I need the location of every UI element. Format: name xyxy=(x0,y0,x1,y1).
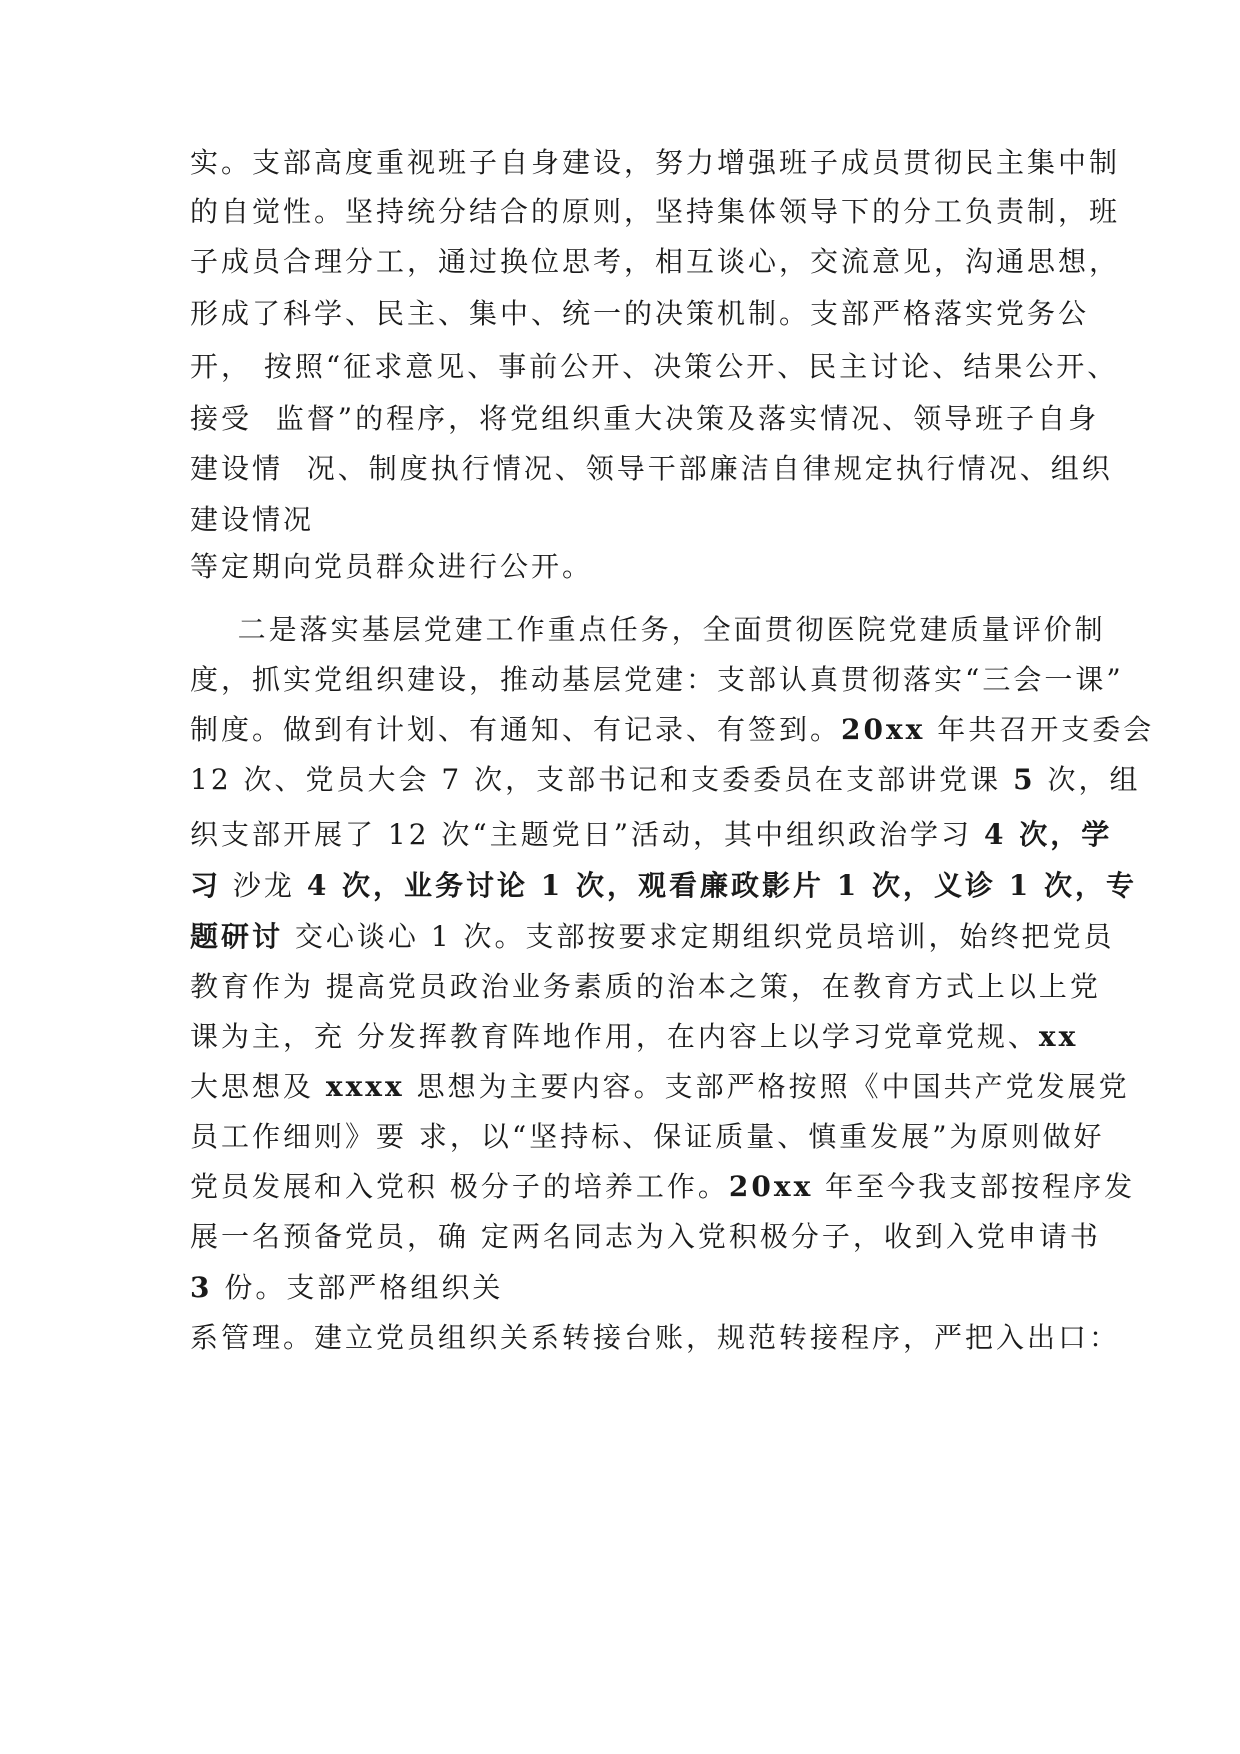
text-segment: 交心谈心 1 次。支部按要求定期组织党员培训，始终把党员 xyxy=(283,920,1115,953)
text-segment: 开， 按照“征求意见、事前公开、决策公开、民主讨论、结果公开、 xyxy=(190,350,1119,383)
text-segment: 5 xyxy=(1013,763,1036,796)
text-segment: 思想为主要内容。支部严格按照《中国共产党发展党 xyxy=(404,1070,1130,1103)
text-segment: 大思想及 xyxy=(190,1070,326,1103)
text-line xyxy=(190,1169,1135,1205)
text-segment: 20xx xyxy=(841,713,926,746)
text-segment: 系管理。建立党员组织关系转接台账，规范转接程序，严把入出口： xyxy=(190,1321,1121,1354)
text-line xyxy=(190,1270,503,1306)
text-segment: 建设情况 xyxy=(190,503,315,536)
text-segment: 展一名预备党员，确 定两名同志为入党积极分子，收到入党申请书 xyxy=(190,1220,1101,1253)
text-segment: 年至今我支部按程序发 xyxy=(813,1170,1136,1203)
text-line xyxy=(190,868,1137,904)
text-line xyxy=(190,244,1120,280)
text-segment: 度，抓实党组织建设，推动基层党建：支部认真贯彻落实“三会一课” xyxy=(190,663,1124,696)
text-line xyxy=(190,817,1112,853)
text-segment: 沙龙 xyxy=(221,869,307,902)
text-line xyxy=(190,1019,1078,1055)
text-segment: 形成了科学、民主、集中、统一的决策机制。支部严格落实党务公 xyxy=(190,297,1090,330)
text-line xyxy=(190,712,1154,748)
text-line xyxy=(190,145,1120,181)
text-segment: xx xyxy=(1038,1020,1079,1053)
text-line xyxy=(190,502,314,538)
text-segment: 子成员合理分工，通过换位思考，相互谈心，交流意见，沟通思想， xyxy=(190,245,1121,278)
text-segment: 习 xyxy=(190,869,222,902)
text-line xyxy=(190,194,1120,230)
text-line xyxy=(190,296,1089,332)
text-segment: 份。支部严格组织关 xyxy=(212,1271,504,1304)
text-segment: 接受 监督”的程序，将党组织重大决策及落实情况、领导班子自身 xyxy=(190,402,1100,435)
text-line xyxy=(190,1219,1101,1255)
text-line xyxy=(190,662,1124,698)
text-line xyxy=(190,1069,1130,1105)
text-segment: 20xx xyxy=(728,1170,814,1203)
text-segment: 实。支部高度重视班子自身建设，努力增强班子成员贯彻民主集中制 xyxy=(190,146,1121,179)
text-segment: 题研讨 xyxy=(190,920,284,953)
text-segment: xxxx xyxy=(325,1070,405,1103)
text-line xyxy=(190,451,1113,487)
text-segment: 次，组 xyxy=(1035,763,1141,796)
text-segment: 员工作细则》要 求，以“坚持标、保证质量、慎重发展”为原则做好 xyxy=(190,1120,1105,1153)
text-segment: 制度。做到有计划、有通知、有记录、有签到。 xyxy=(190,713,842,746)
text-segment: 二是落实基层党建工作重点任务，全面贯彻医院党建质量评价制 xyxy=(190,613,1106,646)
text-segment: 建设情 况、制度执行情况、领导干部廉洁自律规定执行情况、组织 xyxy=(190,452,1113,485)
text-segment: 的自觉性。坚持统分结合的原则，坚持集体领导下的分工负责制，班 xyxy=(190,195,1121,228)
text-line xyxy=(190,349,1118,385)
text-line xyxy=(190,969,1101,1005)
text-segment: 等定期向党员群众进行公开。 xyxy=(190,550,594,583)
text-line xyxy=(190,762,1140,798)
text-segment: 3 xyxy=(190,1271,213,1304)
text-line xyxy=(190,549,593,585)
text-segment: 党员发展和入党积 极分子的培养工作。 xyxy=(190,1170,729,1203)
text-line xyxy=(190,401,1099,437)
text-segment: 12 次、党员大会 7 次，支部书记和支委委员在支部讲党课 xyxy=(190,763,1014,796)
text-line xyxy=(190,612,1106,648)
text-segment: 年共召开支委会 xyxy=(925,713,1155,746)
text-line xyxy=(190,1119,1105,1155)
text-line xyxy=(190,919,1115,955)
text-segment: 4 次，业务讨论 1 次，观看廉政影片 1 次，义诊 1 次，专 xyxy=(306,869,1137,902)
text-segment: 教育作为 提高党员政治业务素质的治本之策，在教育方式上以上党 xyxy=(190,970,1101,1003)
text-segment: 4 次，学 xyxy=(983,818,1113,851)
text-segment: 课为主，充 分发挥教育阵地作用，在内容上以学习党章党规、 xyxy=(190,1020,1039,1053)
text-segment: 织支部开展了 12 次“主题党日”活动，其中组织政治学习 xyxy=(190,818,984,851)
text-line xyxy=(190,1320,1120,1356)
